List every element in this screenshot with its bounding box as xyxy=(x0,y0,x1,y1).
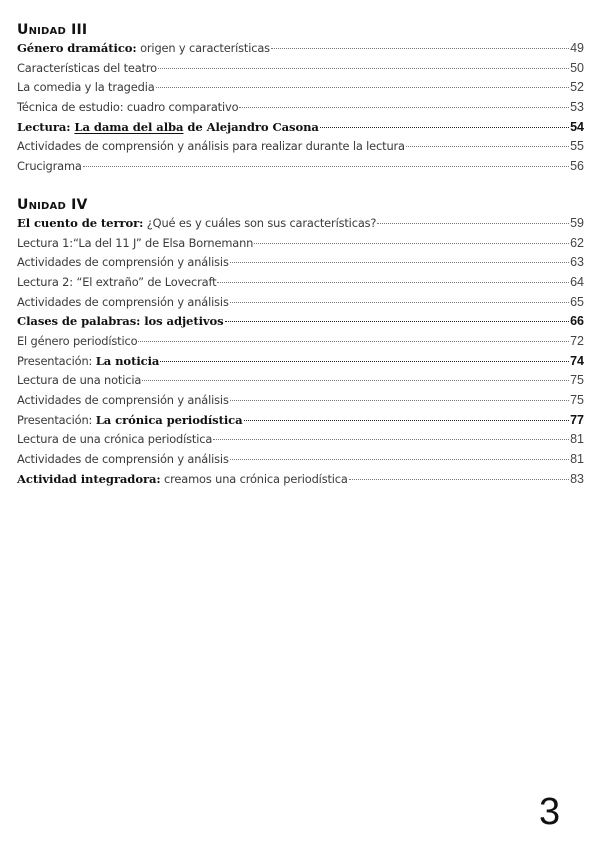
entry-text: Actividades de comprensión y análisis para realizar durante la lectura xyxy=(17,139,405,154)
entry-page: 75 xyxy=(570,373,584,388)
entry-label xyxy=(17,332,137,352)
entry-text: Lectura de una crónica periodística xyxy=(17,432,213,447)
entry-bold-text: Clases de palabras: los adjetivos xyxy=(17,314,224,329)
entry-text: El género periodístico xyxy=(17,333,138,348)
toc-entry[interactable] xyxy=(17,137,584,157)
entry-bold-text: Actividad integradora: xyxy=(17,471,161,486)
entry-page: 77 xyxy=(570,412,584,427)
entry-text: Crucigrama xyxy=(17,159,82,174)
entry-label xyxy=(17,312,224,332)
toc-entry[interactable] xyxy=(17,332,584,352)
dot-leader xyxy=(320,127,569,128)
entry-page: 49 xyxy=(570,41,584,55)
dot-leader xyxy=(230,302,569,303)
entry-bold-text: Lectura: xyxy=(17,119,75,134)
entry-label xyxy=(17,234,253,254)
toc-entry[interactable] xyxy=(17,470,584,490)
entry-text: Características del teatro xyxy=(17,60,157,75)
dot-leader xyxy=(406,146,569,147)
entry-label xyxy=(17,98,238,118)
entry-page: 53 xyxy=(570,100,584,115)
dot-leader xyxy=(377,223,569,224)
entry-label xyxy=(17,59,157,79)
dot-leader xyxy=(160,361,569,362)
entry-text: creamos una crónica periodística xyxy=(160,471,348,486)
entry-label xyxy=(17,411,243,431)
entry-label xyxy=(17,352,159,372)
toc-entry[interactable] xyxy=(17,371,584,391)
entry-page: 65 xyxy=(570,294,584,309)
dot-leader xyxy=(230,262,569,263)
dot-leader xyxy=(156,87,570,88)
page-number: 3 xyxy=(539,791,561,833)
entry-text: Lectura de una noticia xyxy=(17,373,142,388)
dot-leader xyxy=(349,479,569,480)
entry-text: Actividades de comprensión y análisis xyxy=(17,255,229,270)
toc-entry[interactable] xyxy=(17,450,584,470)
dot-leader xyxy=(271,48,569,49)
entry-label xyxy=(17,273,216,293)
entry-page: 52 xyxy=(570,80,584,95)
toc-entry[interactable] xyxy=(17,293,584,313)
entry-text: Presentación: xyxy=(17,412,96,427)
entry-page: 50 xyxy=(570,60,584,75)
unit-heading-iii: Unidad III xyxy=(17,22,88,38)
dot-leader xyxy=(239,107,569,108)
entry-label xyxy=(17,118,319,138)
entry-page: 59 xyxy=(570,215,584,230)
toc-entry[interactable] xyxy=(17,352,584,372)
entry-text: Actividades de comprensión y análisis xyxy=(17,452,229,467)
toc-entry[interactable] xyxy=(17,253,584,273)
entry-label xyxy=(17,39,270,59)
table-of-contents xyxy=(17,21,584,489)
entry-page: 66 xyxy=(570,314,584,329)
dot-leader xyxy=(230,459,569,460)
entry-page: 64 xyxy=(570,274,584,289)
entry-label xyxy=(17,78,155,98)
entry-bold-text: La crónica periodística xyxy=(95,412,243,427)
entry-page: 75 xyxy=(570,393,584,407)
entry-underlined-title: La dama del alba xyxy=(74,119,184,134)
entry-text: origen y características xyxy=(136,41,270,55)
toc-entry[interactable] xyxy=(17,59,584,79)
entry-text: ¿Qué es y cuáles son sus características? xyxy=(143,215,377,230)
entry-label xyxy=(17,450,229,470)
toc-entry[interactable] xyxy=(17,430,584,450)
entry-label xyxy=(17,253,229,273)
entry-text: Lectura 2: “El extraño” de Lovecraft xyxy=(17,274,217,289)
entry-page: 83 xyxy=(570,471,584,486)
entry-label xyxy=(17,470,348,490)
dot-leader xyxy=(217,282,569,283)
entry-label xyxy=(17,157,82,177)
unit-heading-iv: Unidad IV xyxy=(17,196,88,213)
entry-page: 62 xyxy=(570,235,584,250)
entry-text: Técnica de estudio: cuadro comparativo xyxy=(17,100,239,115)
entry-text: Lectura 1:“La del 11 J” de Elsa Bornemann xyxy=(17,235,254,250)
entry-page: 74 xyxy=(570,353,584,368)
toc-entry[interactable] xyxy=(17,98,584,118)
entry-bold-text: La noticia xyxy=(95,353,160,368)
dot-leader xyxy=(142,380,569,381)
entry-text: Presentación: xyxy=(17,353,96,368)
entry-page: 81 xyxy=(570,452,584,467)
section-gap xyxy=(17,177,584,196)
entry-label xyxy=(17,214,376,234)
dot-leader xyxy=(254,243,569,244)
entry-page: 55 xyxy=(570,139,584,154)
dot-leader xyxy=(138,341,569,342)
entry-label xyxy=(17,371,141,391)
toc-entry[interactable] xyxy=(17,39,584,59)
entry-label xyxy=(17,391,229,411)
entry-page: 81 xyxy=(570,432,584,447)
entry-page: 54 xyxy=(570,119,584,134)
dot-leader xyxy=(213,439,569,440)
entry-label xyxy=(17,430,212,450)
entry-page: 72 xyxy=(570,333,584,348)
dot-leader xyxy=(225,321,570,322)
toc-entry[interactable] xyxy=(17,273,584,293)
toc-entry[interactable] xyxy=(17,411,584,431)
entry-label xyxy=(17,137,405,157)
dot-leader xyxy=(244,420,570,421)
entry-bold-text: de Alejandro Casona xyxy=(183,119,319,134)
toc-entry[interactable] xyxy=(17,118,584,138)
dot-leader xyxy=(230,400,569,401)
toc-entry[interactable] xyxy=(17,234,584,254)
entry-label xyxy=(17,293,229,313)
toc-entry[interactable] xyxy=(17,157,584,177)
entry-text: La comedia y la tragedia xyxy=(17,80,155,95)
entry-bold-text: Género dramático: xyxy=(17,41,137,55)
toc-entry[interactable] xyxy=(17,312,584,332)
entry-bold-text: El cuento de terror: xyxy=(17,215,144,230)
toc-entry[interactable] xyxy=(17,391,584,411)
toc-entry[interactable] xyxy=(17,214,584,234)
entry-page: 56 xyxy=(570,159,584,174)
entry-text: Actividades de comprensión y análisis xyxy=(17,393,229,407)
dot-leader xyxy=(83,166,569,167)
dot-leader xyxy=(158,68,569,69)
entry-text: Actividades de comprensión y análisis xyxy=(17,294,229,309)
toc-entry[interactable] xyxy=(17,78,584,98)
entry-page: 63 xyxy=(570,255,584,270)
